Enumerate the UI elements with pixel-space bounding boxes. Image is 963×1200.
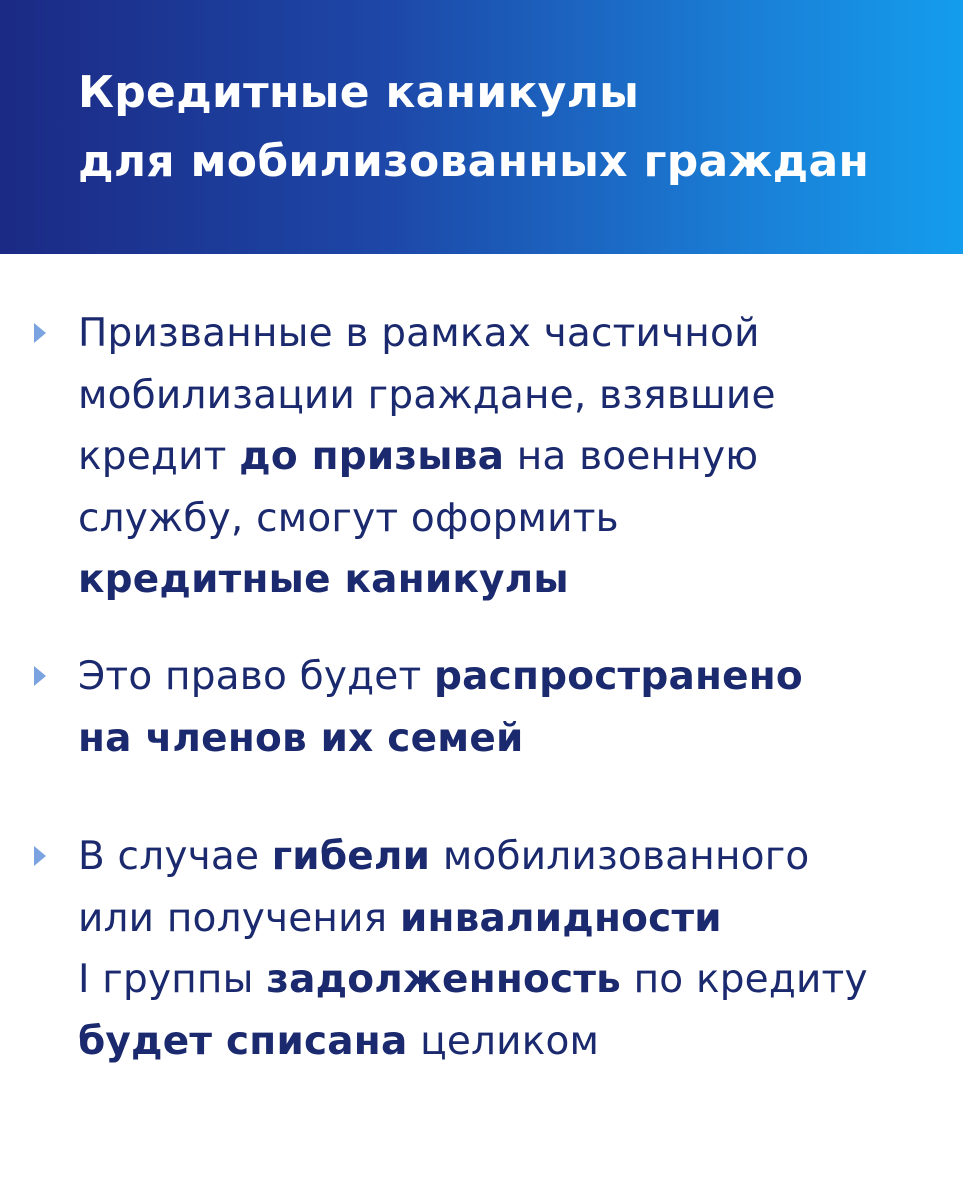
triangle-right-icon [34, 846, 46, 866]
bullet-1-line-4: службу, смогут оформить [78, 495, 619, 541]
emphasis-extended: распространено [434, 654, 803, 699]
header-banner [0, 0, 963, 254]
page-title [78, 58, 869, 196]
bullet-1-line-2: мобилизации граждане, взявшие [78, 372, 776, 418]
title-line-1: Кредитные каникулы [78, 67, 640, 118]
emphasis-before-call-up: до призыва [239, 434, 505, 479]
emphasis-family-members: на членов их семей [78, 715, 524, 761]
emphasis-disability: инвалидности [399, 895, 722, 941]
emphasis-death: гибели [271, 834, 431, 879]
emphasis-credit-holidays: кредитные каникулы [78, 557, 569, 602]
emphasis-debt: задолженность [266, 957, 621, 1002]
bullet-1-line-5 [78, 549, 938, 611]
bullet-3-line-2: или получения инвалидности [78, 895, 722, 941]
triangle-right-icon [34, 666, 46, 686]
title-line-2: для мобилизованных граждан [78, 136, 870, 187]
bullet-3-line-4: будет списана целиком [78, 1018, 600, 1064]
bullet-item-families [78, 646, 938, 769]
triangle-right-icon [34, 323, 46, 343]
bullet-1-line-1: Призванные в рамках частичной [78, 311, 760, 356]
bullet-3-line-1: В случае гибели мобилизованного [78, 834, 810, 879]
bullet-1-line-3: кредит до призыва на военную [78, 434, 759, 479]
bullet-item-call-up [78, 303, 938, 611]
bullet-2-line-1: Это право будет распространено [78, 654, 803, 699]
bullet-3-line-3: I группы задолженность по кредиту [78, 957, 868, 1002]
bullet-item-debt-write-off [78, 826, 938, 1072]
bullet-2-line-2 [78, 708, 938, 770]
emphasis-written-off: будет списана [78, 1018, 408, 1064]
